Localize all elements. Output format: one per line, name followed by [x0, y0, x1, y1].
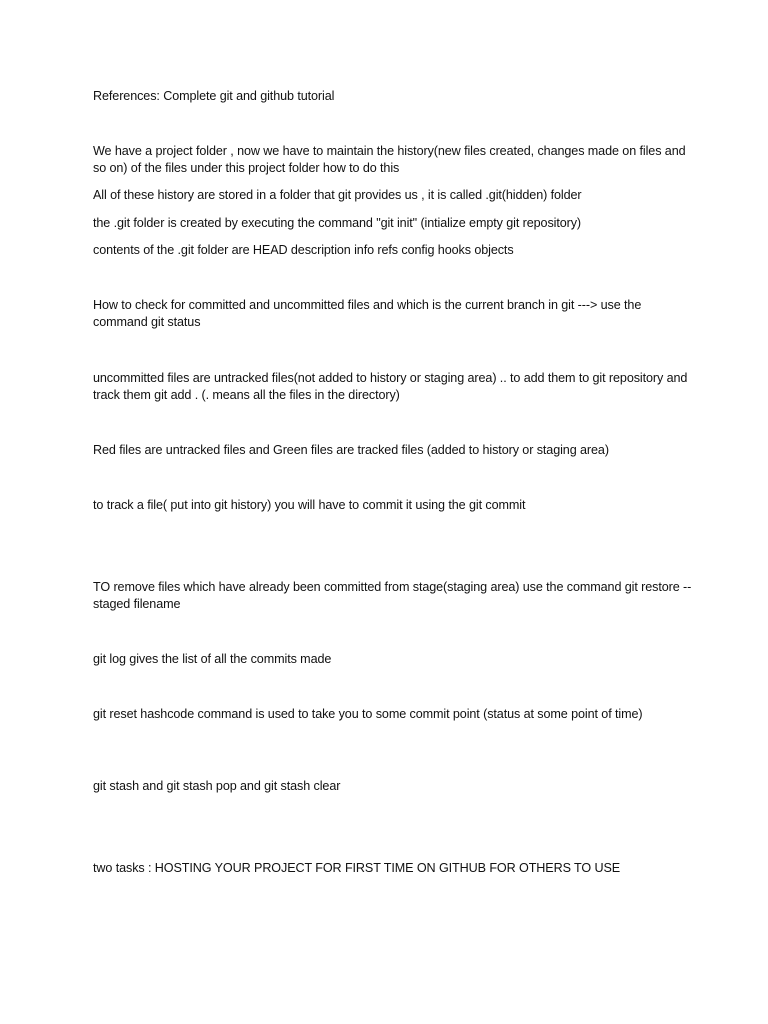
paragraph-git-add: uncommitted files are untracked files(not added to history or staging area) .. to add them to git repository and track them git add . (. means all the files in the directory) [93, 371, 688, 402]
paragraph-git-status: How to check for committed and uncommitted files and which is the current branch in git ---> use the command git status [93, 298, 642, 329]
paragraph-git-folder: All of these history are stored in a folder that git provides us , it is called .git(hidden) folder [93, 188, 582, 202]
paragraph-git-stash: git stash and git stash pop and git stash clear [93, 779, 341, 793]
paragraph-git-commit: to track a file( put into git history) you will have to commit it using the git commit [93, 498, 526, 512]
paragraph-git-restore: TO remove files which have already been committed from stage(staging area) use the command git restore --staged filename [93, 580, 692, 611]
paragraph-git-reset: git reset hashcode command is used to take you to some commit point (status at some point of time) [93, 707, 643, 721]
paragraph-tracked-files: Red files are untracked files and Green files are tracked files (added to history or staging area) [93, 443, 609, 457]
references-line: References: Complete git and github tutorial [93, 89, 335, 103]
paragraph-git-init: the .git folder is created by executing the command "git init" (intialize empty git repository) [93, 216, 582, 230]
paragraph-git-contents: contents of the .git folder are HEAD description info refs config hooks objects [93, 243, 514, 257]
paragraph-project-history: We have a project folder , now we have to maintain the history(new files created, changes made on files and so on) of the files under this project folder how to do this [93, 144, 686, 175]
paragraph-two-tasks: two tasks : HOSTING YOUR PROJECT FOR FIRST TIME ON GITHUB FOR OTHERS TO USE [93, 861, 621, 875]
paragraph-git-log: git log gives the list of all the commits made [93, 652, 332, 666]
